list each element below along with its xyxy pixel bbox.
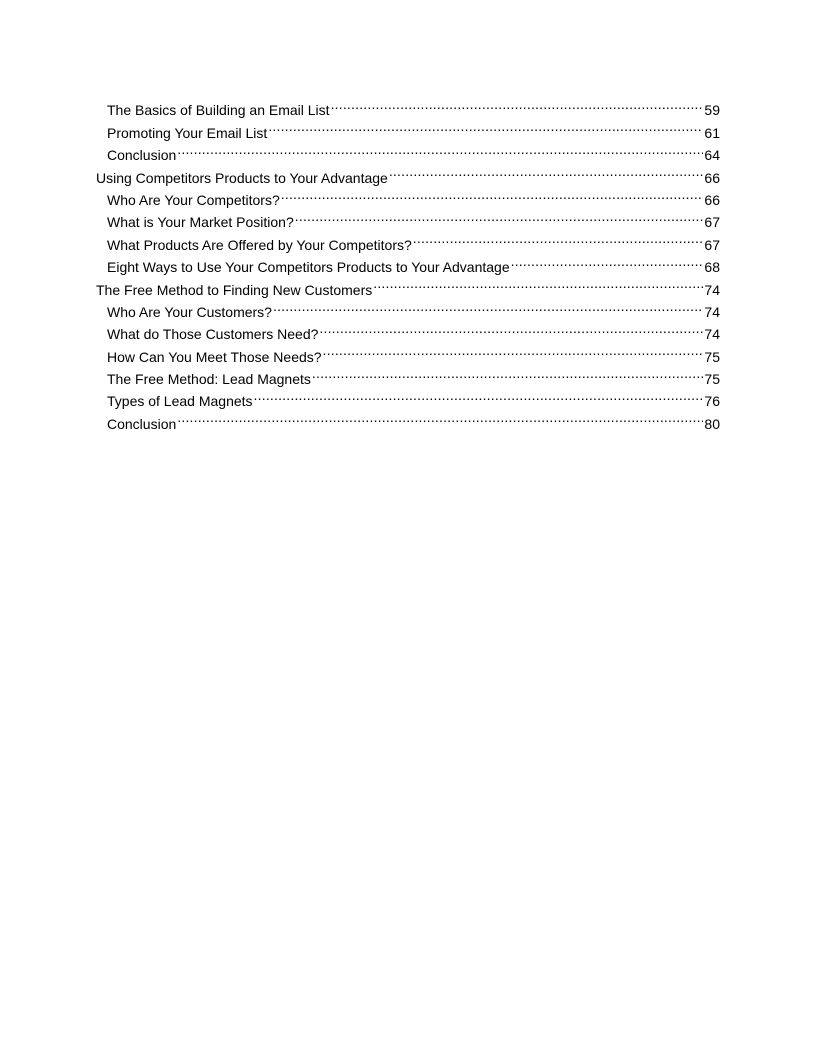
toc-entry-page: 66 [704, 191, 720, 208]
toc-entry-title: Promoting Your Email List [107, 124, 268, 141]
toc-entry-title: How Can You Meet Those Needs? [107, 348, 322, 365]
toc-entry-title: Eight Ways to Use Your Competitors Products to Your Advantage [107, 259, 510, 276]
toc-entry-page: 61 [704, 124, 720, 141]
toc-entry-page: 67 [704, 236, 720, 253]
toc-entry-title: The Free Method: Lead Magnets [107, 371, 311, 388]
toc-entry-page: 59 [704, 102, 720, 119]
toc-entry-title: The Free Method to Finding New Customers [96, 281, 373, 298]
toc-dot-leader [295, 205, 703, 227]
toc-entry-title: Who Are Your Customers? [107, 303, 272, 320]
toc-dot-leader [373, 272, 703, 294]
toc-dot-leader [323, 339, 703, 361]
toc-entry-page: 75 [704, 348, 720, 365]
toc-entry-page: 67 [704, 214, 720, 231]
toc-dot-leader [413, 227, 703, 249]
toc-entry-page: 64 [704, 147, 720, 164]
toc-entry-title: Who Are Your Competitors? [107, 191, 280, 208]
toc-dot-leader [177, 406, 703, 428]
table-of-contents [96, 93, 720, 432]
toc-entry-title: Using Competitors Products to Your Advantage [96, 169, 388, 186]
toc-entry-title: Types of Lead Magnets [107, 393, 253, 410]
toc-dot-leader [273, 295, 703, 317]
toc-dot-leader [254, 384, 703, 406]
toc-dot-leader [511, 250, 703, 272]
toc-entry-title: Conclusion [107, 415, 177, 432]
toc-dot-leader [281, 183, 703, 205]
toc-entry-page: 74 [704, 303, 720, 320]
toc-chapter-entry[interactable] [96, 160, 720, 186]
toc-entry[interactable] [96, 138, 720, 164]
toc-dot-leader [177, 138, 703, 160]
toc-entry-page: 68 [704, 259, 720, 276]
toc-entry-title: What Products Are Offered by Your Competitors? [107, 236, 412, 253]
toc-entry-page: 75 [704, 371, 720, 388]
toc-dot-leader [389, 160, 703, 182]
toc-dot-leader [312, 362, 703, 384]
toc-dot-leader [331, 93, 703, 115]
toc-entry-title: Conclusion [107, 147, 177, 164]
toc-dot-leader [268, 115, 703, 137]
toc-entry-page: 74 [704, 281, 720, 298]
toc-entry-title: What is Your Market Position? [107, 214, 294, 231]
toc-entry[interactable] [96, 406, 720, 432]
toc-entry-page: 80 [704, 415, 720, 432]
toc-entry-page: 74 [704, 326, 720, 343]
toc-entry-page: 66 [704, 169, 720, 186]
toc-entry-title: The Basics of Building an Email List [107, 102, 330, 119]
toc-entry[interactable] [96, 93, 720, 119]
toc-entry-page: 76 [704, 393, 720, 410]
toc-dot-leader [319, 317, 703, 339]
toc-entry-title: What do Those Customers Need? [107, 326, 319, 343]
